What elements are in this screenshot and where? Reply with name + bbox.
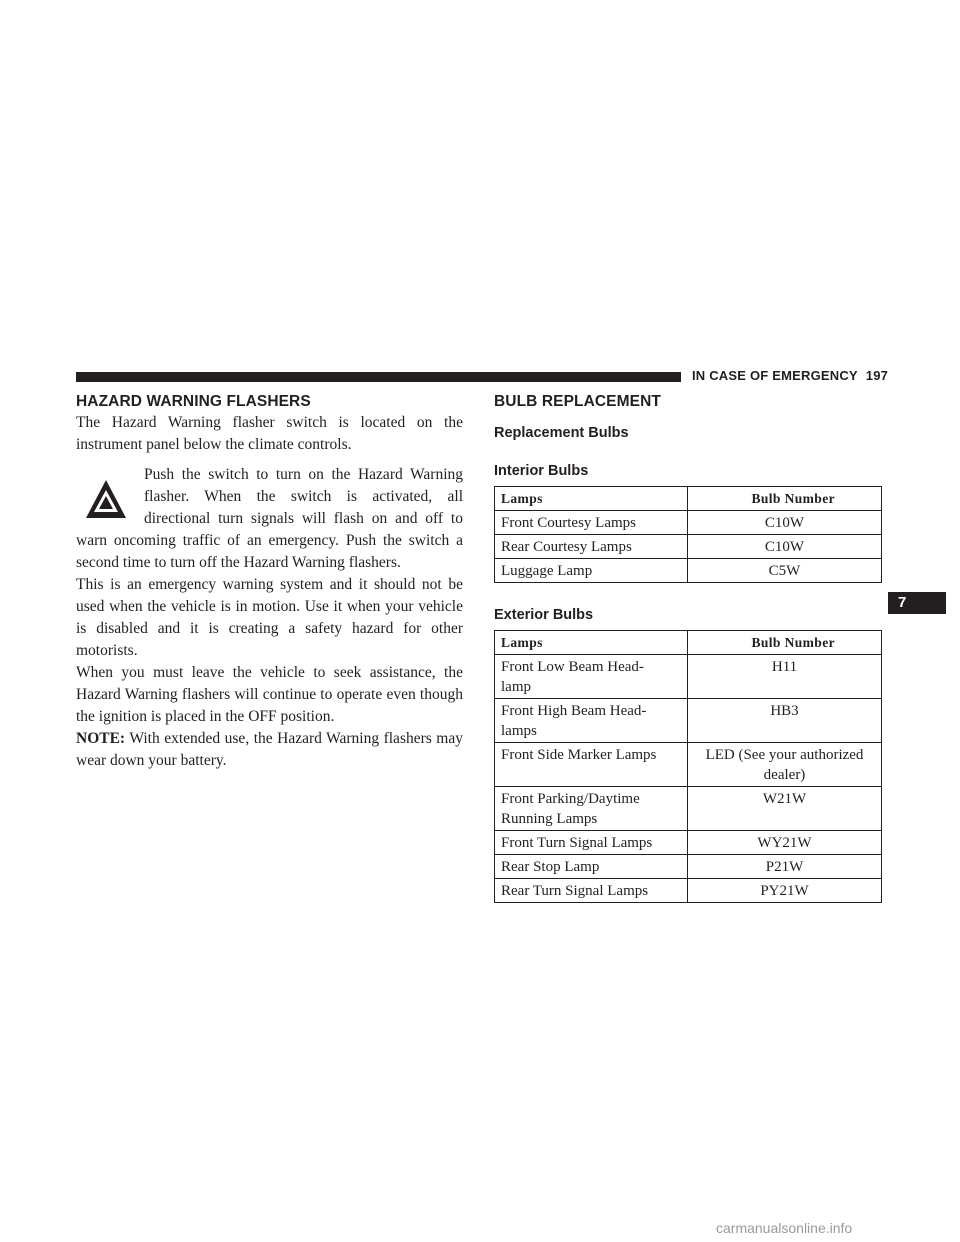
hazard-paragraph-3: This is an emergency warning system and it should not be used when the vehicle is in motion. Use it when your vehicle is disabled and it is creating a safety hazard for other motorists. [76, 576, 463, 659]
lamp-cell: Front Courtesy Lamps [495, 511, 688, 535]
table-row [495, 855, 882, 879]
column-header-bulb-number: Bulb Number [688, 487, 882, 511]
table-row [495, 655, 882, 699]
chapter-tab: 7 [888, 592, 946, 614]
note-label: NOTE: [76, 730, 126, 747]
lamp-cell: Rear Courtesy Lamps [495, 535, 688, 559]
table-row [495, 787, 882, 831]
bulb-section [494, 392, 882, 903]
column-header-lamps: Lamps [495, 487, 688, 511]
exterior-bulbs-heading: Exterior Bulbs [494, 607, 594, 623]
lamp-cell: Front Low Beam Head- lamp [495, 655, 688, 699]
lamp-cell: Front Parking/Daytime Running Lamps [495, 787, 688, 831]
table-row [495, 743, 882, 787]
exterior-bulbs-table [494, 630, 882, 903]
hazard-section [76, 392, 463, 772]
lamp-cell: Rear Stop Lamp [495, 855, 688, 879]
hazard-title: HAZARD WARNING FLASHERS [76, 393, 311, 410]
replacement-bulbs-heading: Replacement Bulbs [494, 425, 629, 441]
header-section-title: IN CASE OF EMERGENCY [692, 368, 858, 383]
hazard-paragraph-4: When you must leave the vehicle to seek assistance, the Hazard Warning flashers will continue to operate even though the ignition is placed in the OFF position. [76, 664, 463, 725]
page-number: 197 [865, 368, 889, 383]
watermark: carmanualsonline.info [716, 1220, 853, 1236]
bulb-number-cell: C5W [688, 559, 882, 583]
interior-bulbs-table [494, 486, 882, 583]
bulb-number-cell: C10W [688, 535, 882, 559]
bulb-number-cell: H11 [688, 655, 882, 699]
table-row [495, 559, 882, 583]
lamp-cell: Front Turn Signal Lamps [495, 831, 688, 855]
hazard-switch-block [76, 464, 463, 574]
note-text: With extended use, the Hazard Warning flashers may wear down your battery. [76, 730, 463, 769]
table-header-row [495, 487, 882, 511]
bulb-number-cell: WY21W [688, 831, 882, 855]
bulb-number-cell: LED (See your authorized dealer) [688, 743, 882, 787]
header-rule [76, 372, 681, 382]
hazard-paragraph-2: Push the switch to turn on the Hazard Warning flasher. When the switch is activated, all directional turn signals will flash on and off to warn oncoming traffic of an emergency. Push the switch a second time to turn off the Hazard Warning flashers. [76, 466, 463, 571]
lamp-cell: Front Side Marker Lamps [495, 743, 688, 787]
hazard-note [76, 728, 463, 772]
bulb-number-cell: P21W [688, 855, 882, 879]
running-header [692, 368, 888, 383]
column-header-bulb-number: Bulb Number [688, 631, 882, 655]
lamp-cell: Rear Turn Signal Lamps [495, 879, 688, 903]
table-row [495, 831, 882, 855]
table-header-row [495, 631, 882, 655]
lamp-cell: Front High Beam Head- lamps [495, 699, 688, 743]
interior-bulbs-heading: Interior Bulbs [494, 463, 589, 479]
hazard-warning-triangle-icon [84, 478, 128, 522]
bulb-title: BULB REPLACEMENT [494, 393, 661, 410]
hazard-paragraph-1: The Hazard Warning flasher switch is located on the instrument panel below the climate controls. [76, 414, 463, 453]
bulb-number-cell: W21W [688, 787, 882, 831]
lamp-cell: Luggage Lamp [495, 559, 688, 583]
table-row [495, 535, 882, 559]
table-row [495, 879, 882, 903]
table-row [495, 699, 882, 743]
bulb-number-cell: HB3 [688, 699, 882, 743]
table-row [495, 511, 882, 535]
bulb-number-cell: C10W [688, 511, 882, 535]
bulb-number-cell: PY21W [688, 879, 882, 903]
column-header-lamps: Lamps [495, 631, 688, 655]
